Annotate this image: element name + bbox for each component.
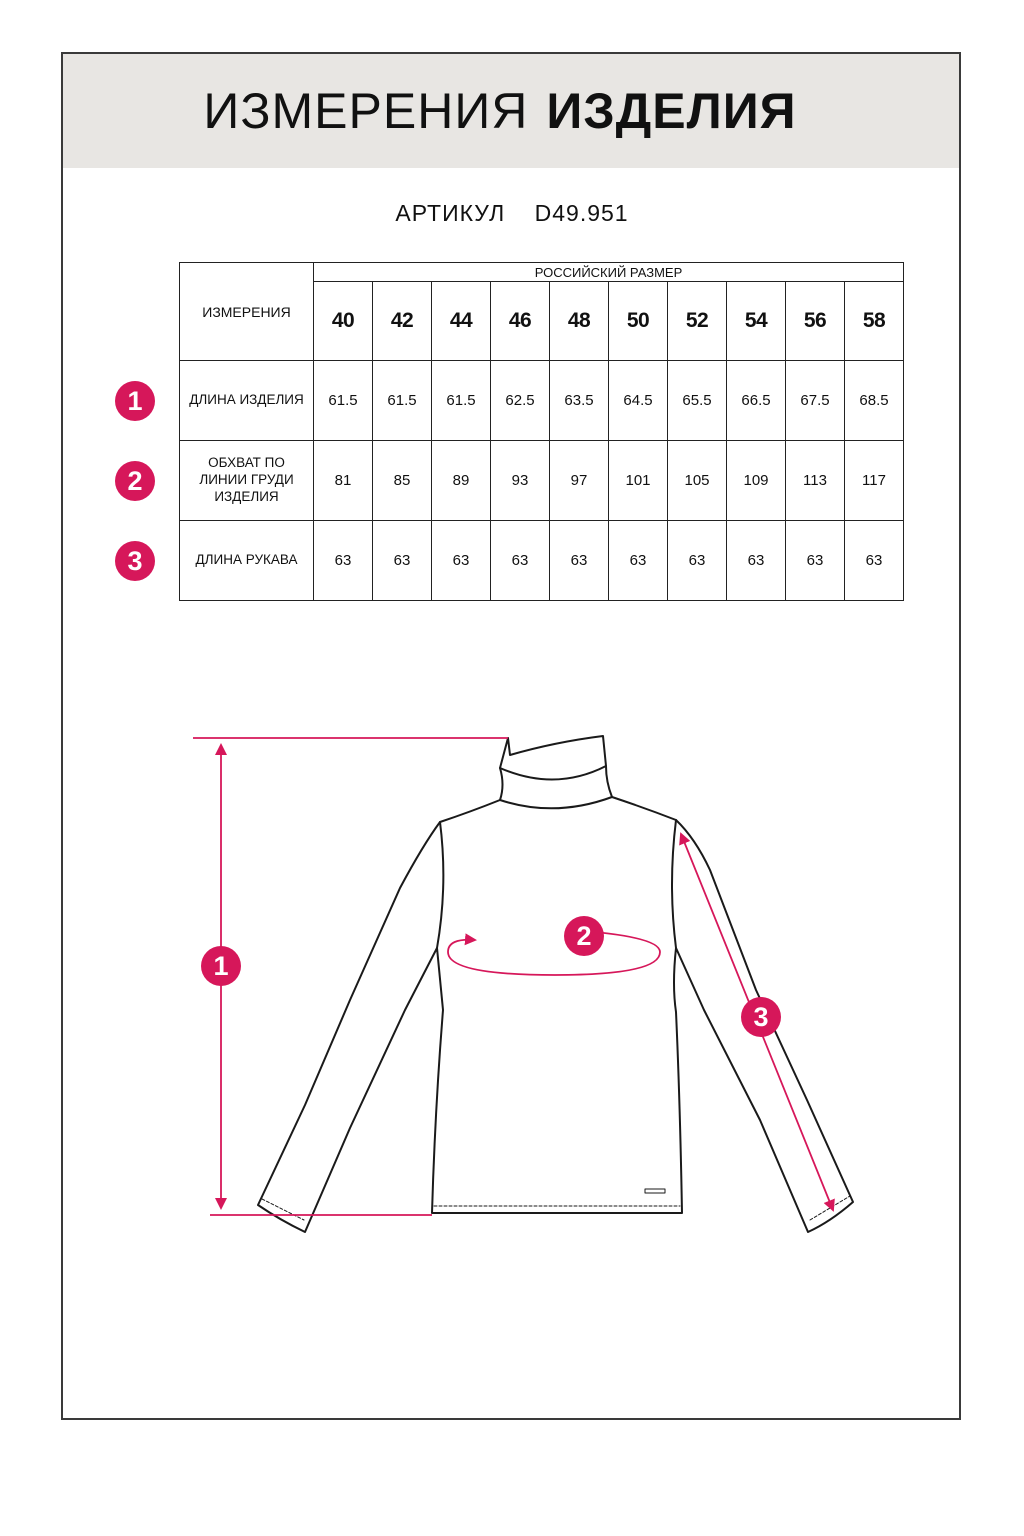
size-header: 42 xyxy=(373,282,432,361)
table-cell: 97 xyxy=(550,441,609,521)
table-cell: 64.5 xyxy=(609,361,668,441)
table-cell: 61.5 xyxy=(432,361,491,441)
chest-marker-badge: 2 xyxy=(564,916,604,956)
table-cell: 81 xyxy=(314,441,373,521)
length-marker-badge: 1 xyxy=(201,946,241,986)
left-armhole-seam xyxy=(437,822,443,948)
size-header: 54 xyxy=(727,282,786,361)
table-cell: 113 xyxy=(786,441,845,521)
table-cell: 61.5 xyxy=(373,361,432,441)
table-cell: 63 xyxy=(727,521,786,601)
size-header: 56 xyxy=(786,282,845,361)
collar-shape xyxy=(500,736,606,780)
table-cell: 63 xyxy=(491,521,550,601)
table-cell: 67.5 xyxy=(786,361,845,441)
table-corner-label: ИЗМЕРЕНИЯ xyxy=(180,263,314,361)
table-cell: 85 xyxy=(373,441,432,521)
left-cuff-stitch xyxy=(262,1199,304,1220)
table-group-header: РОССИЙСКИЙ РАЗМЕР xyxy=(314,263,904,282)
row-label: ДЛИНА ИЗДЕЛИЯ xyxy=(180,361,314,441)
label-tag xyxy=(645,1189,665,1193)
size-header: 58 xyxy=(845,282,904,361)
row-number-badge: 2 xyxy=(115,461,155,501)
table-cell: 63.5 xyxy=(550,361,609,441)
article-code: D49.951 xyxy=(534,200,629,226)
table-cell: 68.5 xyxy=(845,361,904,441)
chest-arrow xyxy=(448,930,660,975)
table-cell: 89 xyxy=(432,441,491,521)
title-bold: ИЗДЕЛИЯ xyxy=(546,83,797,139)
row-label: ДЛИНА РУКАВА xyxy=(180,521,314,601)
size-header: 48 xyxy=(550,282,609,361)
size-header: 40 xyxy=(314,282,373,361)
table-cell: 63 xyxy=(845,521,904,601)
row-label: ОБХВАТ ПО ЛИНИИ ГРУДИ ИЗДЕЛИЯ xyxy=(180,441,314,521)
table-cell: 105 xyxy=(668,441,727,521)
right-cuff-stitch xyxy=(810,1196,850,1220)
table-cell: 63 xyxy=(668,521,727,601)
table-cell: 63 xyxy=(609,521,668,601)
title-light: ИЗМЕРЕНИЯ xyxy=(203,83,529,139)
size-header: 46 xyxy=(491,282,550,361)
table-cell: 61.5 xyxy=(314,361,373,441)
table-cell: 62.5 xyxy=(491,361,550,441)
collar-fold xyxy=(500,766,612,808)
table-cell: 63 xyxy=(550,521,609,601)
table-cell: 65.5 xyxy=(668,361,727,441)
sleeve-marker-badge: 3 xyxy=(741,997,781,1037)
size-header: 52 xyxy=(668,282,727,361)
sweater-outline xyxy=(258,736,853,1232)
table-cell: 117 xyxy=(845,441,904,521)
table-cell: 63 xyxy=(373,521,432,601)
article-label: АРТИКУЛ xyxy=(395,200,506,226)
chest-measure xyxy=(448,930,660,975)
row-number-badge: 1 xyxy=(115,381,155,421)
table-cell: 101 xyxy=(609,441,668,521)
right-armhole-seam xyxy=(672,820,676,948)
size-header: 50 xyxy=(609,282,668,361)
table-cell: 66.5 xyxy=(727,361,786,441)
table-cell: 109 xyxy=(727,441,786,521)
size-header: 44 xyxy=(432,282,491,361)
table-cell: 63 xyxy=(786,521,845,601)
table-cell: 63 xyxy=(432,521,491,601)
row-number-badge: 3 xyxy=(115,541,155,581)
table-cell: 93 xyxy=(491,441,550,521)
length-measure xyxy=(193,738,508,1215)
table-cell: 63 xyxy=(314,521,373,601)
